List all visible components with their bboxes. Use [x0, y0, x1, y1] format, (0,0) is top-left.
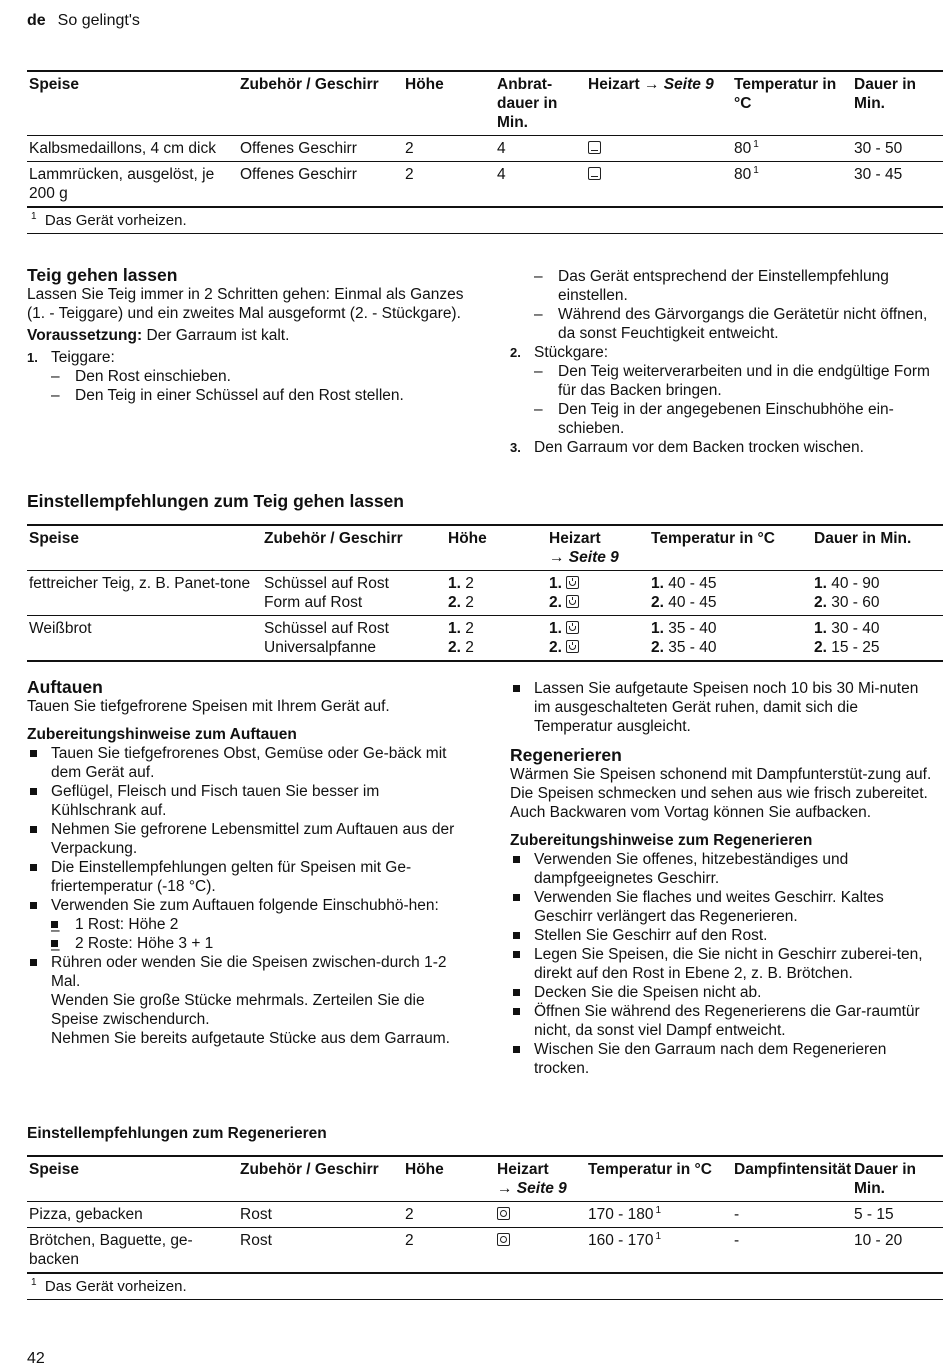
sub-list: [534, 362, 940, 438]
list-item: Verwenden Sie zum Auftauen folgende Einschubhö-hen: – 1 Rost: Höhe 2 – 2 Roste: Höhe 3 + 1: [27, 896, 467, 953]
sub-list: [510, 267, 940, 343]
list-item: Lassen Sie aufgetaute Speisen noch 10 bis 30 Mi-nuten im ausgeschalteten Gerät ruhen, damit sich die Temperatur ausgleicht.: [510, 679, 935, 736]
table-row: [27, 136, 943, 162]
table-footnote: $^1$ Das Gerät vorheizen.: [27, 1273, 943, 1300]
bullet-list: [510, 850, 935, 1078]
section-title: So gelingt's: [57, 12, 140, 29]
level-cell: 2: [405, 1206, 414, 1223]
low-temp-cooking-icon: [588, 141, 601, 154]
regenerate-section: [510, 746, 935, 1078]
temperature-cell: 80 $^1$: [734, 139, 759, 157]
page-reference-link[interactable]: → Seite 9: [549, 549, 619, 566]
list-item: – 2 Roste: Höhe 3 + 1: [51, 934, 467, 953]
col-header: Temperatur in °C: [734, 76, 837, 112]
col-header: Heizart → Seite 9: [588, 76, 714, 93]
list-item: Geflügel, Fleisch und Fisch tauen Sie besser im Kühlschrank auf.: [27, 782, 467, 820]
regenerate-settings-table: [27, 1155, 943, 1300]
paragraph: Tauen Sie tiefgefrorene Speisen mit Ihrem Gerät auf.: [27, 698, 390, 715]
list-item: – Während des Gärvorgangs die Gerätetür nicht öffnen, da sonst Feuchtigkeit entweicht.: [534, 305, 940, 343]
col-header: Dampfintensität: [734, 1161, 852, 1178]
list-item: – Das Gerät entsprechend der Einstellempfehlung einstellen.: [534, 267, 940, 305]
bullet-list: [510, 679, 935, 736]
col-header: Höhe: [405, 1161, 444, 1178]
list-item: Öffnen Sie während des Regenerierens die Gar-raumtür nicht, da sonst viel Dampf entweicht.: [510, 1002, 935, 1040]
bullet-list: [27, 744, 467, 1048]
table-header-row: [27, 71, 943, 136]
list-item: – Den Teig in einer Schüssel auf den Rost stellen.: [51, 386, 467, 405]
dough-proving-icon: [566, 576, 579, 589]
level-cell: 1. 2 2. 2: [448, 620, 474, 656]
level-cell: 2: [405, 166, 414, 183]
list-item: Decken Sie die Speisen nicht ab.: [510, 983, 935, 1002]
food-cell: Lammrücken, ausgelöst, je 200 g: [29, 166, 215, 202]
sear-time-cell: 4: [497, 166, 506, 183]
dough-settings-table: [27, 524, 943, 662]
list-item: Legen Sie Speisen, die Sie nicht in Geschirr zuberei-ten, direkt auf den Rost in Ebene 2, z. B. Brötchen.: [510, 945, 935, 983]
steam-intensity-cell: -: [734, 1232, 740, 1249]
page-reference-link[interactable]: → Seite 9: [644, 76, 714, 93]
food-cell: Kalbsmedaillons, 4 cm dick: [29, 140, 216, 157]
dough-proving-icon: [566, 621, 579, 634]
prerequisite: Voraussetzung: Der Garraum ist kalt.: [27, 327, 290, 344]
dough-proving-icon: [566, 640, 579, 653]
paragraph: Lassen Sie Teig immer in 2 Schritten gehen: Einmal als Ganzes (1. - Teiggare) und ein zweites Mal ausgeformt (2. - Stückgare).: [27, 286, 464, 322]
subheading: Zubereitungshinweise zum Auftauen: [27, 726, 297, 743]
duration-cell: 5 - 15: [854, 1206, 894, 1223]
col-header: Anbrat-dauer in Min.: [497, 76, 558, 131]
col-header: Zubehör / Geschirr: [240, 1161, 379, 1178]
step-item: 1. Teiggare: – Den Rost einschieben. – Den Teig in einer Schüssel auf den Rost stellen.: [27, 348, 467, 405]
table-header-row: [27, 525, 943, 571]
low-temp-cooking-icon: [588, 167, 601, 180]
accessory-cell: Schüssel auf Rost Form auf Rost: [264, 575, 389, 611]
dough-section-right: [510, 267, 940, 457]
col-header: Speise: [29, 76, 79, 93]
col-header: Höhe: [448, 530, 487, 547]
sear-time-cell: 4: [497, 140, 506, 157]
sub-list: [51, 915, 467, 953]
table-row: fettreicher Teig, z. B. Panet-tone Schüssel auf Rost Form auf Rost 1. 2 2. 2 1. 2. 1. 40 - 45 2. 40 - 45 1. 40 - 90 2. 30 - 60: [27, 571, 943, 616]
table-heading: Einstellempfehlungen zum Teig gehen lassen: [27, 491, 404, 511]
subheading: Zubereitungshinweise zum Regenerieren: [510, 832, 813, 849]
page-number: 42: [27, 1350, 45, 1367]
list-item: Nehmen Sie gefrorene Lebensmittel zum Auftauen aus der Verpackung.: [27, 820, 467, 858]
page-reference-link[interactable]: → Seite 9: [497, 1180, 567, 1197]
accessory-cell: Schüssel auf Rost Universalpfanne: [264, 620, 389, 656]
section-heading: Auftauen: [27, 677, 103, 697]
duration-cell: 1. 30 - 40 2. 15 - 25: [814, 620, 880, 656]
col-header: Speise: [29, 1161, 79, 1178]
duration-cell: 1. 40 - 90 2. 30 - 60: [814, 575, 880, 611]
defrost-section-continued: [510, 679, 935, 736]
section-heading: Teig gehen lassen: [27, 265, 178, 285]
accessory-cell: Rost: [240, 1232, 272, 1249]
list-item: Verwenden Sie flaches und weites Geschirr. Kaltes Geschirr verlängert das Regenerieren.: [510, 888, 935, 926]
col-header: Speise: [29, 530, 79, 547]
col-header: Dauer in Min.: [814, 530, 912, 547]
regenerate-icon: [497, 1207, 510, 1220]
duration-cell: 10 - 20: [854, 1232, 903, 1249]
col-header: Dauer in Min.: [854, 76, 917, 112]
list-item: – Den Teig in der angegebenen Einschubhöhe ein-schieben.: [534, 400, 940, 438]
low-temp-table: [27, 70, 943, 234]
temperature-cell: 170 - 180 $^1$: [588, 1205, 662, 1223]
col-header: Dauer in Min.: [854, 1161, 917, 1197]
accessory-cell: Rost: [240, 1206, 272, 1223]
col-header: Temperatur in °C: [588, 1161, 712, 1178]
col-header: Zubehör / Geschirr: [240, 76, 379, 93]
step-list: [510, 343, 940, 457]
table-heading: Einstellempfehlungen zum Regenerieren: [27, 1125, 327, 1142]
level-cell: 1. 2 2. 2: [448, 575, 474, 611]
level-cell: 2: [405, 1232, 414, 1249]
temperature-cell: 160 - 170 $^1$: [588, 1231, 662, 1249]
dough-section-left: [27, 266, 467, 405]
col-header: Heizart → Seite 9: [497, 1161, 567, 1197]
step-list: [27, 348, 467, 405]
level-cell: 2: [405, 140, 414, 157]
table-row: [27, 162, 943, 208]
language-code: de: [27, 12, 46, 29]
list-item: Stellen Sie Geschirr auf den Rost.: [510, 926, 935, 945]
list-item: Rühren oder wenden Sie die Speisen zwischen-durch 1-2 Mal. Wenden Sie große Stücke mehrmals. Zerteilen Sie die Speise zwischendurch. Nehmen Sie bereits aufgetaute Stücke aus dem Garraum.: [27, 953, 467, 1048]
list-item: – Den Teig weiterverarbeiten und in die endgültige Form für das Backen bringen.: [534, 362, 940, 400]
food-cell: Brötchen, Baguette, ge-backen: [29, 1232, 193, 1268]
list-item: Verwenden Sie offenes, hitzebeständiges und dampfgeeignetes Geschirr.: [510, 850, 935, 888]
table-footnote: $^1$ Das Gerät vorheizen.: [27, 207, 943, 234]
food-cell: fettreicher Teig, z. B. Panet-tone: [29, 575, 251, 592]
accessory-cell: Offenes Geschirr: [240, 140, 357, 157]
page-header: [27, 11, 140, 30]
table-row: Weißbrot Schüssel auf Rost Universalpfanne 1. 2 2. 2 1. 2. 1. 35 - 40 2. 35 - 40 1. 30 - 40 2. 15 - 25: [27, 616, 943, 662]
accessory-cell: Offenes Geschirr: [240, 166, 357, 183]
list-item: Tauen Sie tiefgefrorenes Obst, Gemüse oder Ge-bäck mit dem Gerät auf.: [27, 744, 467, 782]
food-cell: Weißbrot: [29, 620, 92, 637]
food-cell: Pizza, gebacken: [29, 1206, 143, 1223]
list-item: – 1 Rost: Höhe 2: [51, 915, 467, 934]
section-heading: Regenerieren: [510, 745, 622, 765]
temperature-cell: 80 $^1$: [734, 165, 759, 183]
table-row: [27, 1228, 943, 1274]
duration-cell: 30 - 50: [854, 140, 903, 157]
temperature-cell: 1. 35 - 40 2. 35 - 40: [651, 620, 717, 656]
col-header: Heizart → Seite 9: [549, 530, 619, 566]
step-item: 3. Den Garraum vor dem Backen trocken wischen.: [510, 439, 864, 456]
regenerate-icon: [497, 1233, 510, 1246]
table-row: [27, 1202, 943, 1228]
list-item: Wischen Sie den Garraum nach dem Regenerieren trocken.: [510, 1040, 935, 1078]
col-header: Temperatur in °C: [651, 530, 775, 547]
steam-intensity-cell: -: [734, 1206, 740, 1223]
col-header: Höhe: [405, 76, 444, 93]
paragraph: Wärmen Sie Speisen schonend mit Dampfunterstüt-zung auf. Die Speisen schmecken und sehen aus wie frisch zubereitet. Auch Backwaren vom Vortag können Sie aufbacken.: [510, 766, 932, 821]
list-item: Die Einstellempfehlungen gelten für Speisen mit Ge-friertemperatur (-18 °C).: [27, 858, 467, 896]
duration-cell: 30 - 45: [854, 166, 903, 183]
step-item: 2. Stückgare: – Den Teig weiterverarbeiten und in die endgültige Form für das Backen bringen. – Den Teig in der angegebenen Einschubhöhe ein-schieben.: [510, 343, 940, 438]
temperature-cell: 1. 40 - 45 2. 40 - 45: [651, 575, 717, 611]
table-header-row: [27, 1156, 943, 1202]
col-header: Zubehör / Geschirr: [264, 530, 403, 547]
defrost-section: [27, 678, 467, 1048]
list-item: – Den Rost einschieben.: [51, 367, 467, 386]
dough-proving-icon: [566, 595, 579, 608]
sub-list: [51, 367, 467, 405]
